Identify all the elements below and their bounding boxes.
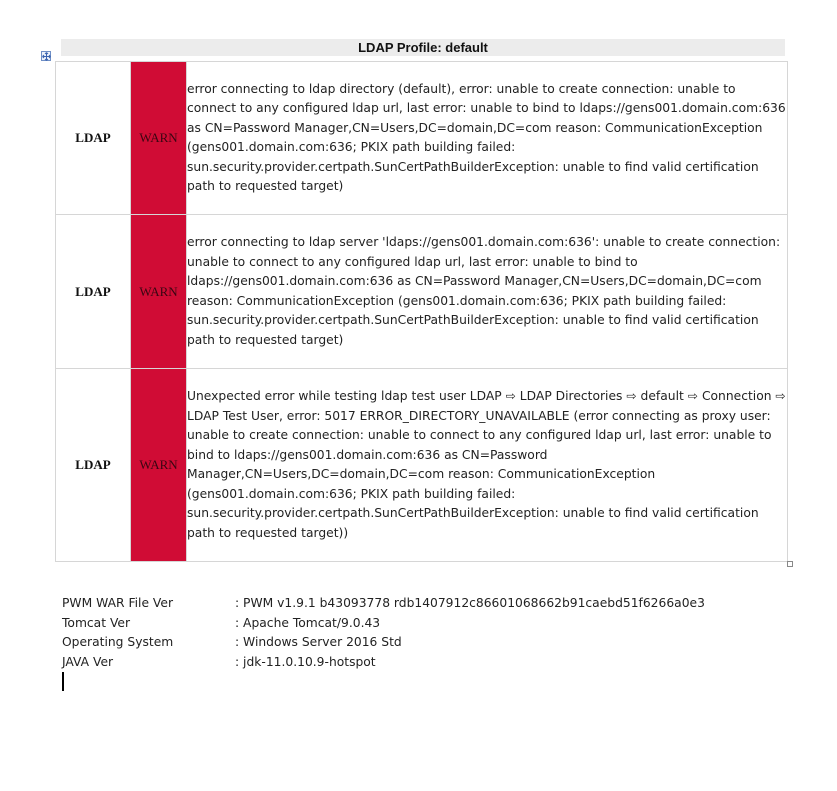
- info-label: Operating System: [62, 635, 174, 649]
- table-row: [56, 215, 788, 369]
- info-value: : Apache Tomcat/9.0.43: [235, 615, 381, 630]
- results-table: [55, 61, 788, 562]
- warn-badge: WARN: [131, 62, 187, 215]
- warn-badge: WARN: [131, 215, 187, 369]
- result-type-cell: LDAP: [56, 369, 131, 562]
- result-type-cell: LDAP: [56, 62, 131, 215]
- environment-info: [62, 594, 705, 672]
- table-move-handle-icon[interactable]: [41, 51, 51, 61]
- info-label: JAVA Ver: [62, 654, 114, 669]
- info-value: : PWM v1.9.1 b43093778 rdb1407912c86601068662b91caebd51f6266a0e3: [235, 596, 705, 610]
- table-row: [56, 62, 788, 215]
- info-row-java-version: [62, 653, 705, 673]
- warn-badge: WARN: [131, 369, 187, 562]
- table-resize-handle[interactable]: [787, 561, 793, 567]
- info-label: Tomcat Ver: [62, 615, 131, 630]
- info-row-pwm-version: [62, 594, 705, 614]
- info-label: PWM WAR File Ver: [62, 596, 174, 610]
- info-row-tomcat-version: [62, 614, 705, 634]
- text-cursor: [62, 672, 64, 691]
- result-type-cell: LDAP: [56, 215, 131, 369]
- result-message-cell[interactable]: Unexpected error while testing ldap test user LDAP ⇨ LDAP Directories ⇨ default ⇨ Connection ⇨ LDAP Test User, error: 5017 ERROR_DIRECTORY_UNAVAILABLE (error connecting as proxy user: unable to create connection: unable to connect to any configured ldap url, last error: unable to bind to ldaps://gens001.domain.com:636 as CN=Password Manager,CN=Users,DC=domain,DC=com reason: CommunicationException (gens001.domain.com:636; PKIX path building failed: sun.security.provider.certpath.SunCertPathBuilderException: unable to find valid certification path to requested target)): [187, 369, 788, 562]
- profile-header: [61, 39, 785, 56]
- table-row: [56, 369, 788, 562]
- info-value: : Windows Server 2016 Std: [235, 635, 402, 649]
- info-row-operating-system: [62, 633, 705, 653]
- info-value: : jdk-11.0.10.9-hotspot: [235, 654, 376, 669]
- result-message-cell[interactable]: error connecting to ldap server 'ldaps://gens001.domain.com:636': unable to create connection: unable to connect to any configured ldap url, last error: unable to bind to ldaps://gens001.domain.com:636 as CN=Password Manager,CN=Users,DC=domain,DC=com reason: CommunicationException (gens001.domain.com:636; PKIX path building failed: sun.security.provider.certpath.SunCertPathBuilderException: unable to find valid certification path to requested target): [187, 215, 788, 369]
- results-table-container: [55, 61, 788, 562]
- result-message-cell[interactable]: error connecting to ldap directory (default), error: unable to create connection: unable to connect to any configured ldap url, last error: unable to bind to ldaps://gens001.domain.com:636 as CN=Password Manager,CN=Users,DC=domain,DC=com reason: CommunicationException (gens001.domain.com:636; PKIX path building failed: sun.security.provider.certpath.SunCertPathBuilderException: unable to find valid certification path to requested target): [187, 62, 788, 215]
- profile-title: LDAP Profile: default: [358, 40, 488, 55]
- move-arrows-icon: [42, 52, 51, 61]
